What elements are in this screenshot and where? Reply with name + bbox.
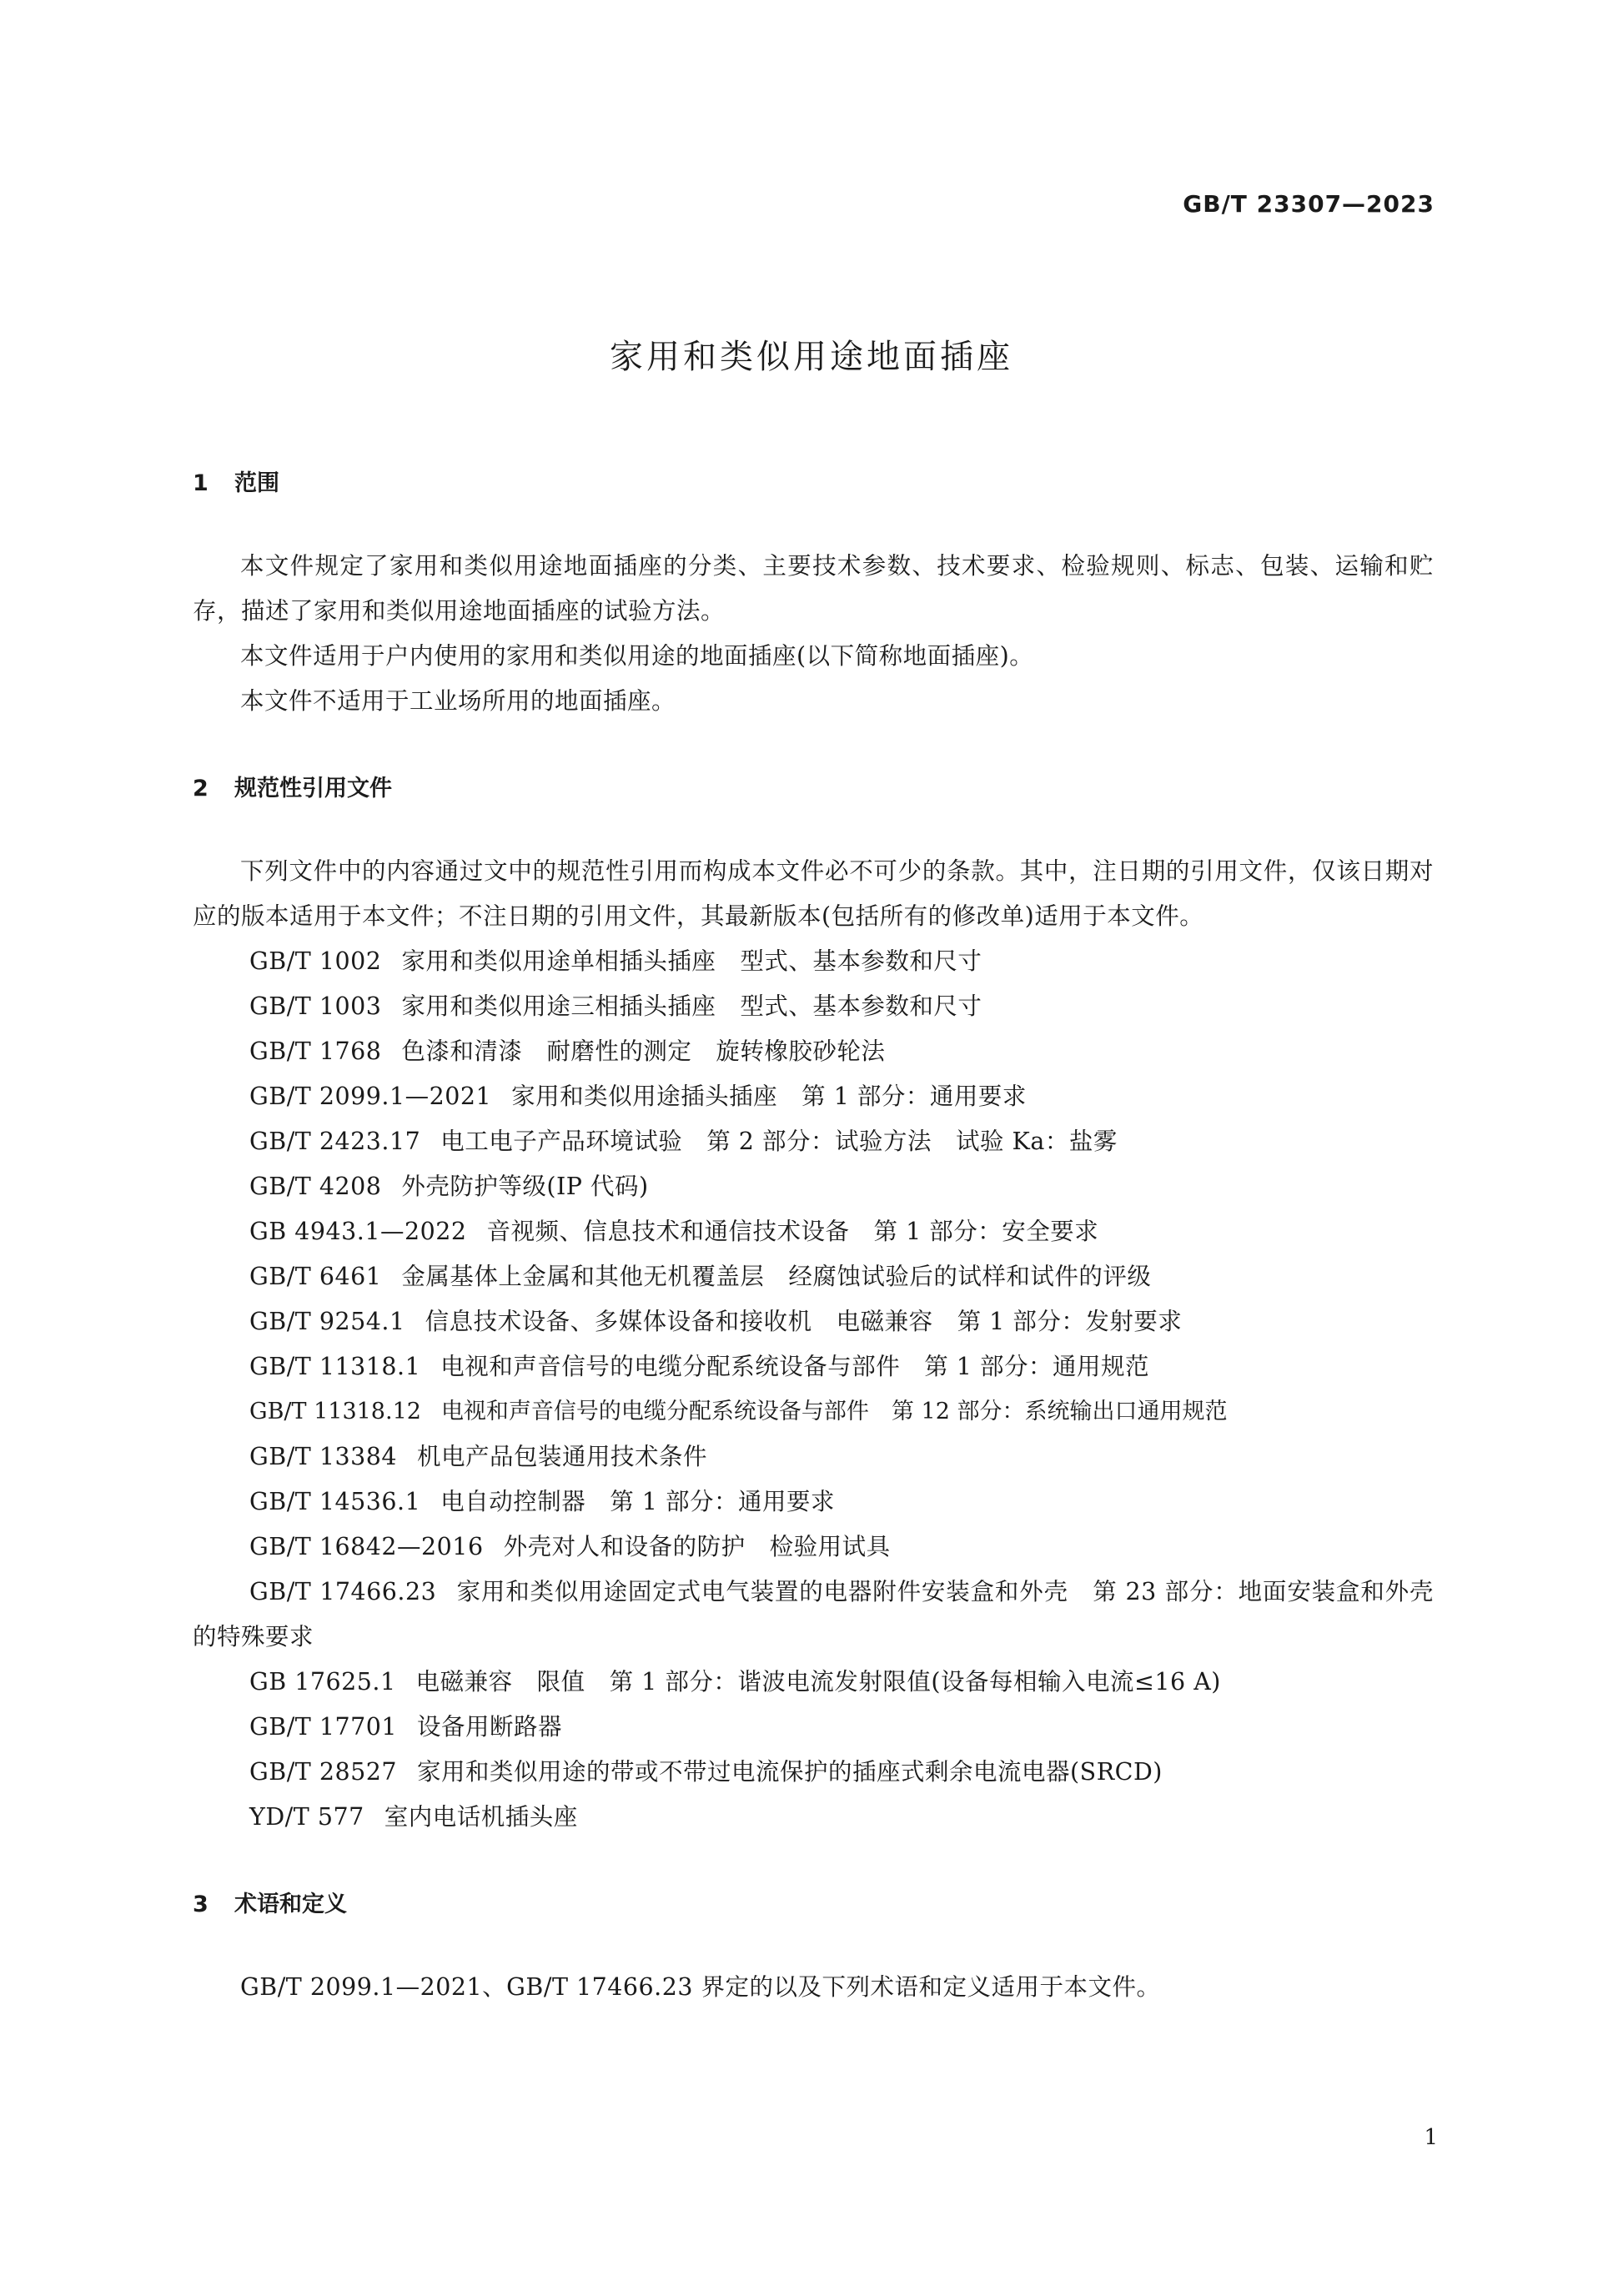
reference-code: GB 4943.1—2022	[249, 1218, 467, 1245]
document-title: 家用和类似用途地面插座	[610, 338, 1013, 376]
reference-title: 电自动控制器 第 1 部分：通用要求	[440, 1488, 836, 1515]
scope-paragraph: 本文件适用于户内使用的家用和类似用途的地面插座(以下简称地面插座)。	[240, 642, 1034, 670]
reference-code: GB/T 28527	[249, 1758, 398, 1786]
section-number: 3	[193, 1892, 209, 1917]
section-3-heading	[193, 1885, 1434, 1925]
scope-paragraph: 本文件不适用于工业场所用的地面插座。	[240, 687, 676, 715]
reference-title: 外壳对人和设备的防护 检验用试具	[503, 1533, 891, 1560]
reference-code: GB/T 17701	[249, 1713, 398, 1741]
reference-item	[193, 1299, 1434, 1344]
reference-code: GB/T 6461	[249, 1263, 382, 1290]
section-number: 1	[193, 470, 209, 496]
reference-item	[193, 1570, 1434, 1660]
reference-title: 电磁兼容 限值 第 1 部分：谐波电流发射限值(设备每相输入电流≤16 A)	[415, 1668, 1221, 1696]
reference-item	[193, 1074, 1434, 1119]
reference-code: GB/T 11318.12	[249, 1399, 421, 1424]
reference-code: GB 17625.1	[249, 1668, 396, 1696]
reference-item	[193, 939, 1434, 984]
reference-title: 家用和类似用途单相插头插座 型式、基本参数和尺寸	[401, 947, 982, 975]
section-number: 2	[193, 776, 209, 801]
standard-number: GB/T 23307—2023	[1183, 190, 1435, 218]
reference-item	[193, 1209, 1434, 1254]
reference-code: GB/T 1768	[249, 1037, 382, 1065]
reference-code: YD/T 577	[249, 1803, 364, 1831]
reference-code: GB/T 9254.1	[249, 1308, 405, 1335]
reference-code: GB/T 17466.23	[249, 1578, 437, 1605]
reference-item	[193, 1705, 1434, 1750]
reference-item	[193, 1344, 1434, 1389]
reference-title: 设备用断路器	[417, 1713, 563, 1741]
references-intro: 下列文件中的内容通过文中的规范性引用而构成本文件必不可少的条款。其中，注日期的引用文件，仅该日期对应的版本适用于本文件；不注日期的引用文件，其最新版本(包括所有的修改单)适用于本文件。	[193, 857, 1434, 930]
reference-code: GB/T 11318.1	[249, 1353, 421, 1380]
reference-title: 机电产品包装通用技术条件	[417, 1443, 708, 1470]
reference-code: GB/T 14536.1	[249, 1488, 421, 1515]
reference-title: 室内电话机插头座	[384, 1803, 578, 1831]
reference-code: GB/T 2423.17	[249, 1128, 421, 1155]
reference-title: 信息技术设备、多媒体设备和接收机 电磁兼容 第 1 部分：发射要求	[425, 1308, 1183, 1335]
reference-title: 电视和声音信号的电缆分配系统设备与部件 第 1 部分：通用规范	[440, 1353, 1150, 1380]
reference-title: 外壳防护等级(IP 代码)	[401, 1173, 649, 1200]
reference-code: GB/T 4208	[249, 1173, 382, 1200]
reference-code: GB/T 2099.1—2021	[249, 1083, 492, 1110]
reference-item	[193, 1164, 1434, 1209]
reference-item	[193, 1119, 1434, 1164]
reference-item	[193, 984, 1434, 1029]
reference-title: 家用和类似用途三相插头插座 型式、基本参数和尺寸	[401, 992, 982, 1020]
reference-title: 家用和类似用途固定式电气装置的电器附件安装盒和外壳 第 23 部分：地面安装盒和外壳的特殊要求	[193, 1578, 1435, 1650]
reference-title: 金属基体上金属和其他无机覆盖层 经腐蚀试验后的试样和试件的评级	[401, 1263, 1152, 1290]
reference-item	[193, 1254, 1434, 1299]
reference-item	[193, 1750, 1434, 1795]
section-title: 规范性引用文件	[234, 776, 392, 801]
reference-title: 家用和类似用途的带或不带过电流保护的插座式剩余电流电器(SRCD)	[417, 1758, 1163, 1786]
reference-title: 电工电子产品环境试验 第 2 部分：试验方法 试验 Ka：盐雾	[440, 1128, 1118, 1155]
section-2-heading	[193, 769, 1434, 809]
reference-code: GB/T 1002	[249, 947, 382, 975]
reference-code: GB/T 13384	[249, 1443, 398, 1470]
reference-item	[193, 1029, 1434, 1074]
reference-code: GB/T 16842—2016	[249, 1533, 484, 1560]
reference-title: 电视和声音信号的电缆分配系统设备与部件 第 12 部分：系统输出口通用规范	[440, 1399, 1228, 1424]
scope-paragraph: 本文件规定了家用和类似用途地面插座的分类、主要技术参数、技术要求、检验规则、标志、包装、运输和贮存，描述了家用和类似用途地面插座的试验方法。	[193, 552, 1434, 625]
reference-item	[193, 1660, 1434, 1705]
reference-item	[193, 1480, 1434, 1525]
terms-paragraph: GB/T 2099.1—2021、GB/T 17466.23 界定的以及下列术语和定义适用于本文件。	[240, 1973, 1161, 2001]
reference-item	[193, 1525, 1434, 1570]
reference-code: GB/T 1003	[249, 992, 382, 1020]
document-body	[193, 464, 1434, 2010]
reference-item	[193, 1434, 1434, 1480]
reference-item	[193, 1389, 1434, 1434]
section-title: 术语和定义	[234, 1892, 347, 1917]
reference-title: 色漆和清漆 耐磨性的测定 旋转橡胶砂轮法	[401, 1037, 886, 1065]
reference-item	[193, 1795, 1434, 1840]
reference-title: 音视频、信息技术和通信技术设备 第 1 部分：安全要求	[486, 1218, 1099, 1245]
reference-list	[193, 939, 1434, 1840]
section-1-heading	[193, 464, 1434, 504]
section-title: 范围	[234, 470, 279, 496]
page-number: 1	[1424, 2125, 1438, 2150]
reference-title: 家用和类似用途插头插座 第 1 部分：通用要求	[511, 1083, 1027, 1110]
